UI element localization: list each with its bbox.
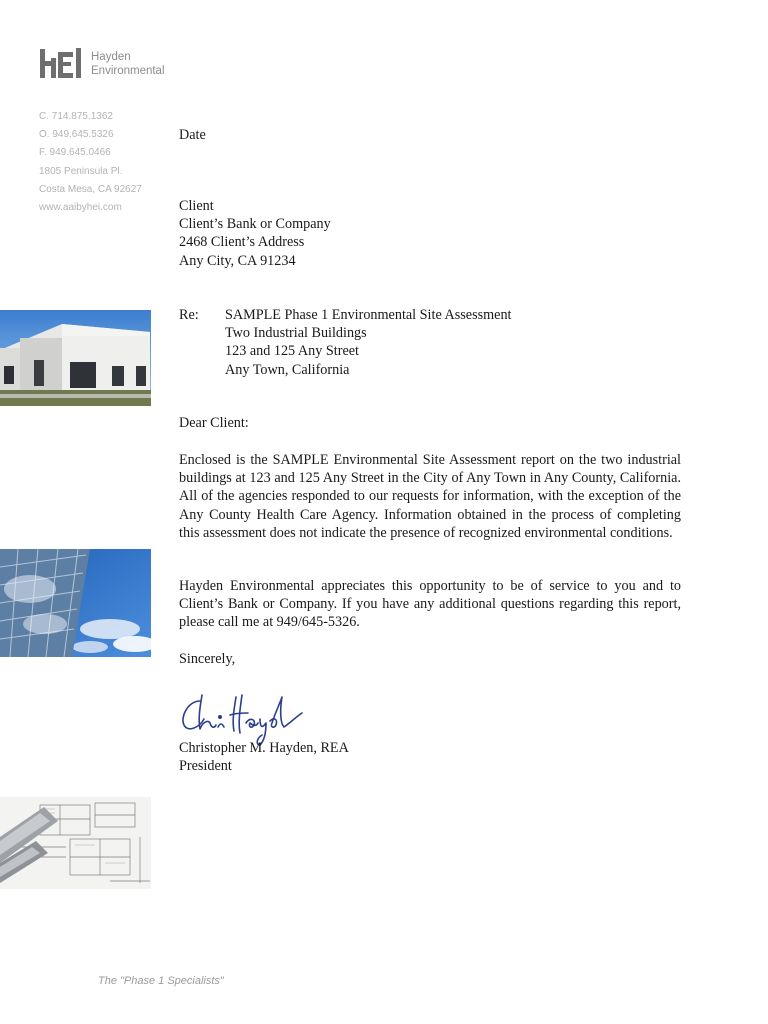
contact-info [39,108,142,217]
contact-city: Costa Mesa, CA 92627 [39,183,142,195]
recipient-line: Client [179,198,214,214]
company-logo [38,46,178,86]
footer-tagline: The "Phase 1 Specialists" [98,975,224,987]
recipient-line: Any City, CA 91234 [179,252,296,269]
letter-date: Date [179,127,206,143]
body-paragraph-1: Enclosed is the SAMPLE Environmental Site Assessment report on the two industrial buildings at 123 and 125 Any Street in the City of Any Town in Any County, California. All of the agencies responded to our requests for information, with the exception of the Any County Health Care Agency. Information obtained in the process of completing this assessment does not indicate the presence of recognized environmental conditions. [179,452,681,541]
signer-name: Christopher M. Hayden, REA [179,740,349,756]
blueprint-photo [0,797,151,889]
subject-lines [225,306,512,379]
contact-office: O. 949.645.5326 [39,129,114,141]
hei-logo-mark-icon [38,46,88,80]
body-paragraph-2: Hayden Environmental appreciates this opportunity to be of service to you and to Client’s Bank or Company. If you have any additional questions regarding this report, please call me at 949/645-5326. [179,578,681,631]
subject-line: Two Industrial Buildings [225,325,367,342]
recipient-address [179,197,331,270]
salutation: Dear Client: [179,415,249,431]
subject-line: Any Town, California [225,361,350,378]
glass-building-photo [0,549,151,657]
closing: Sincerely, [179,651,236,667]
recipient-line: 2468 Client’s Address [179,234,305,251]
contact-website: www.aaibyhei.com [39,202,122,214]
signer-title: President [179,758,232,775]
subject-line: 123 and 125 Any Street [225,343,359,360]
contact-fax: F. 949.645.0466 [39,147,111,159]
logo-name-line2: Environmental [91,65,165,77]
signer-block [179,739,349,775]
building-photo [0,310,151,406]
re-label: Re: [179,307,199,323]
logo-name-line1: Hayden [91,51,131,63]
contact-cell: C. 714.875.1362 [39,111,113,122]
contact-street: 1805 Peninsula Pl. [39,165,123,177]
recipient-line: Client’s Bank or Company [179,216,331,233]
logo-wordmark [91,50,165,78]
subject-line: SAMPLE Phase 1 Environmental Site Assessment [225,307,512,323]
